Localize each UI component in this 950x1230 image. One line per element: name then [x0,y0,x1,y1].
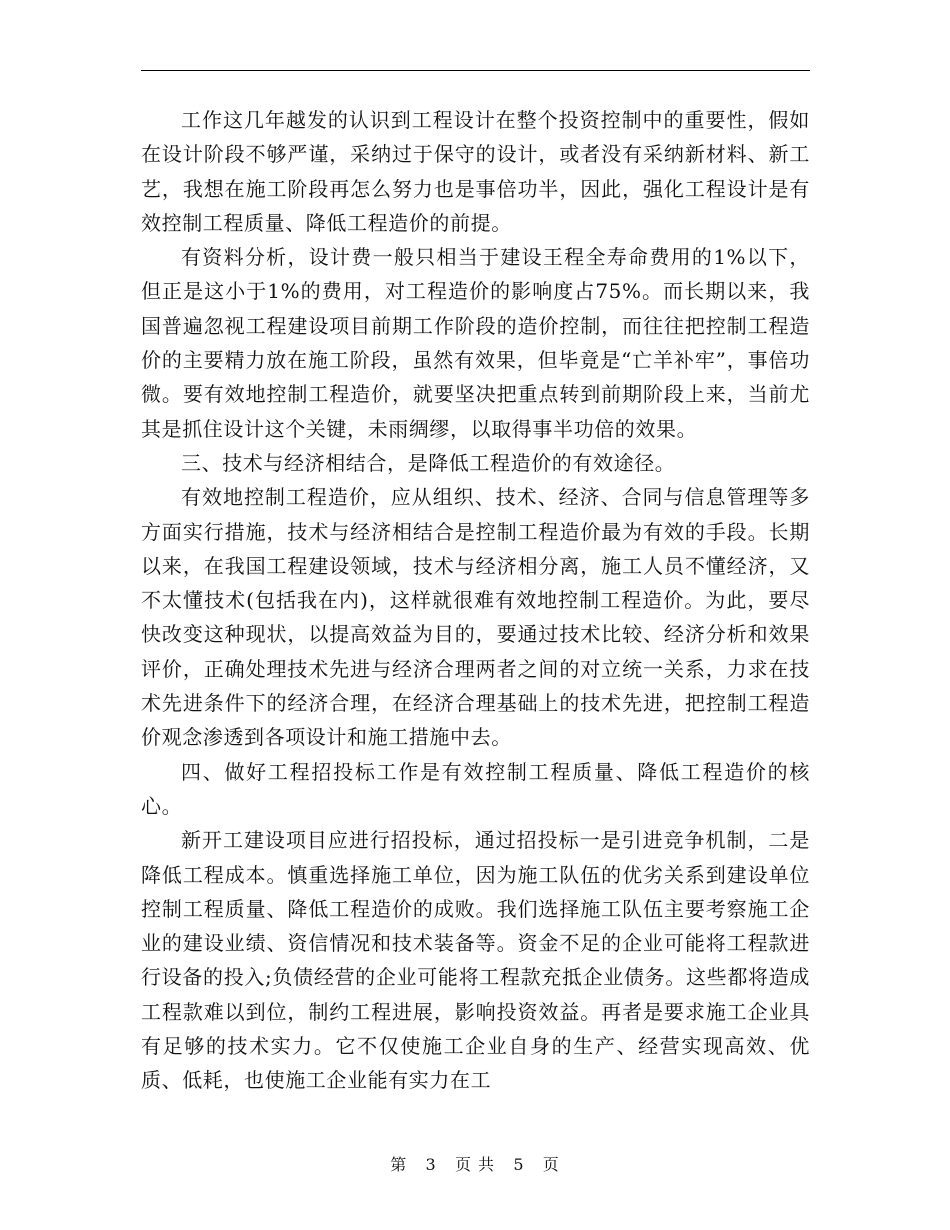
document-body [141,103,810,1098]
section-heading-three: 三、技术与经济相结合，是降低工程造价的有效途径。 [181,450,676,475]
footer-current-page: 3 [425,1155,437,1174]
page-footer [0,1152,950,1175]
footer-total-pages: 5 [513,1155,525,1174]
paragraph-design-cost-analysis: 有资料分析，设计费一般只相当于建设王程全寿命费用的1%以下，但正是这小于1%的费用，对工程造价的影响度占75%。而长期以来，我国普遍忽视工程建设项目前期工作阶段的造价控制，而往往把控制工程造价的主要精力放在施工阶段，虽然有效果，但毕竟是“亡羊补牢”，事倍功微。要有效地控制工程造价，就要坚决把重点转到前期阶段上来，当前尤其是抓住设计这个关键，未雨绸缪，以取得事半功倍的效果。 [141,245,810,441]
paragraph-technology-economy: 有效地控制工程造价，应从组织、技术、经济、合同与信息管理等多方面实行措施，技术与经济相结合是控制工程造价最为有效的手段。长期以来，在我国工程建设领域，技术与经济相分离，施工人员不懂经济，又不太懂技术(包括我在内)，这样就很难有效地控制工程造价。为此，要尽快改变这种现状，以提高效益为目的，要通过技术比较、经济分析和效果评价，正确处理技术先进与经济合理两者之间的对立统一关系，力求在技术先进条件下的经济合理，在经济合理基础上的技术先进，把控制工程造价观念渗透到各项设计和施工措施中去。 [141,485,810,750]
paragraph-design-importance: 工作这几年越发的认识到工程设计在整个投资控制中的重要性，假如在设计阶段不够严谨，采纳过于保守的设计，或者没有采纳新材料、新工艺，我想在施工阶段再怎么努力也是事倍功半，因此，强化工程设计是有效控制工程质量、降低工程造价的前提。 [141,108,810,235]
header-rule [141,70,810,71]
footer-prefix: 第 [390,1155,408,1174]
paragraph-bidding: 新开工建设项目应进行招投标，通过招投标一是引进竞争机制，二是降低工程成本。慎重选择施工单位，因为施工队伍的优劣关系到建设单位控制工程质量、降低工程造价的成败。我们选择施工队伍主要考察施工企业的建设业绩、资信情况和技术装备等。资金不足的企业可能将工程款进行设备的投入;负债经营的企业可能将工程款充抵企业债务。这些都将造成工程款难以到位，制约工程进展，影响投资效益。再者是要求施工企业具有足够的技术实力。它不仅使施工企业自身的生产、经营实现高效、优质、低耗，也使施工企业能有实力在工 [141,828,810,1093]
footer-mid: 页 共 [454,1155,496,1174]
section-heading-four: 四、做好工程招投标工作是有效控制工程质量、降低工程造价的核心。 [141,759,810,818]
footer-suffix: 页 [542,1155,560,1174]
